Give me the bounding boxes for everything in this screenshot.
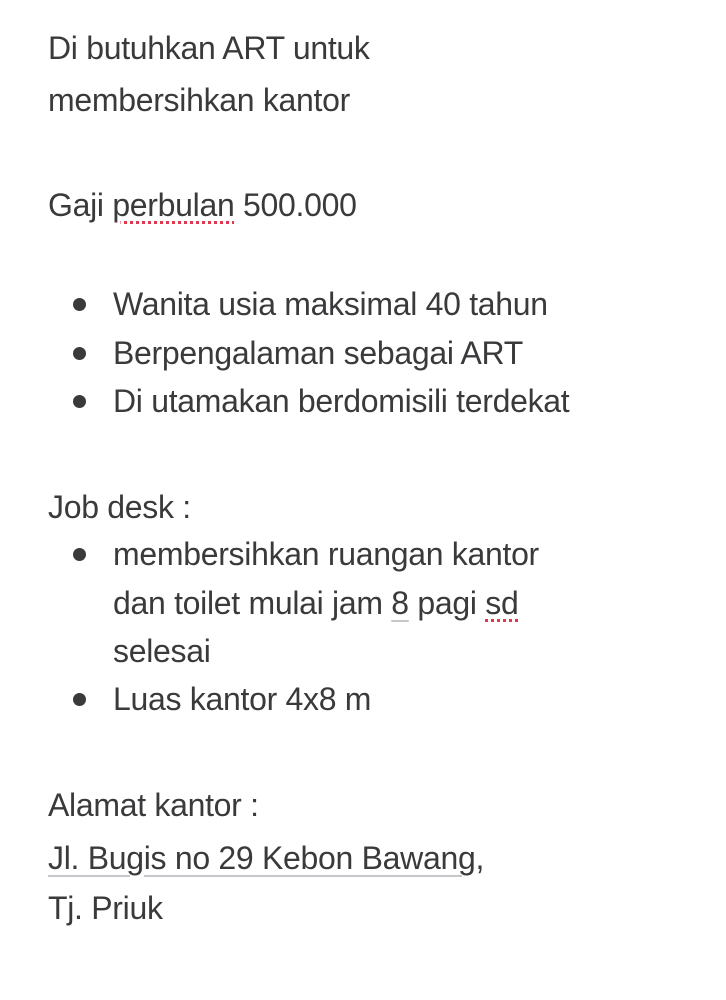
requirement-item: Di utamakan berdomisili terdekat <box>113 383 570 419</box>
text-span: dan toilet mulai jam <box>113 585 392 621</box>
job-desk-item-1-line-1: membersihkan ruangan kantor <box>113 536 539 572</box>
address-comma: , <box>475 840 485 876</box>
salary-prefix: Gaji <box>48 187 113 223</box>
spellcheck-word-perbulan[interactable]: perbulan <box>112 187 235 223</box>
bullet-icon <box>73 395 86 408</box>
address-area: Tj. Priuk <box>48 890 163 926</box>
address-heading: Alamat kantor : <box>48 787 259 823</box>
bullet-icon <box>73 548 86 561</box>
bullet-icon <box>73 298 86 311</box>
job-desk-item-1-line-3: selesai <box>113 633 211 669</box>
requirement-item: Wanita usia maksimal 40 tahun <box>113 286 548 322</box>
job-desk-item-2: Luas kantor 4x8 m <box>113 681 372 717</box>
spellcheck-word-sd[interactable]: sd <box>485 585 519 621</box>
job-desk-item-1-line-2 <box>113 583 518 623</box>
detected-address-link[interactable]: Jl. Bugis no 29 Kebon Bawang <box>48 840 476 876</box>
job-desk-heading: Job desk : <box>48 489 191 525</box>
text-span: pagi <box>408 585 486 621</box>
title-line-2: membersihkan kantor <box>48 82 350 118</box>
detected-time-link[interactable]: 8 <box>391 585 409 621</box>
title-line-1: Di butuhkan ART untuk <box>48 30 370 66</box>
salary-amount: 500.000 <box>234 187 357 223</box>
requirement-item: Berpengalaman sebagai ART <box>113 335 523 371</box>
bullet-icon <box>73 347 86 360</box>
bullet-icon <box>73 693 86 706</box>
salary-line <box>48 185 357 225</box>
address-street-line <box>48 838 484 878</box>
